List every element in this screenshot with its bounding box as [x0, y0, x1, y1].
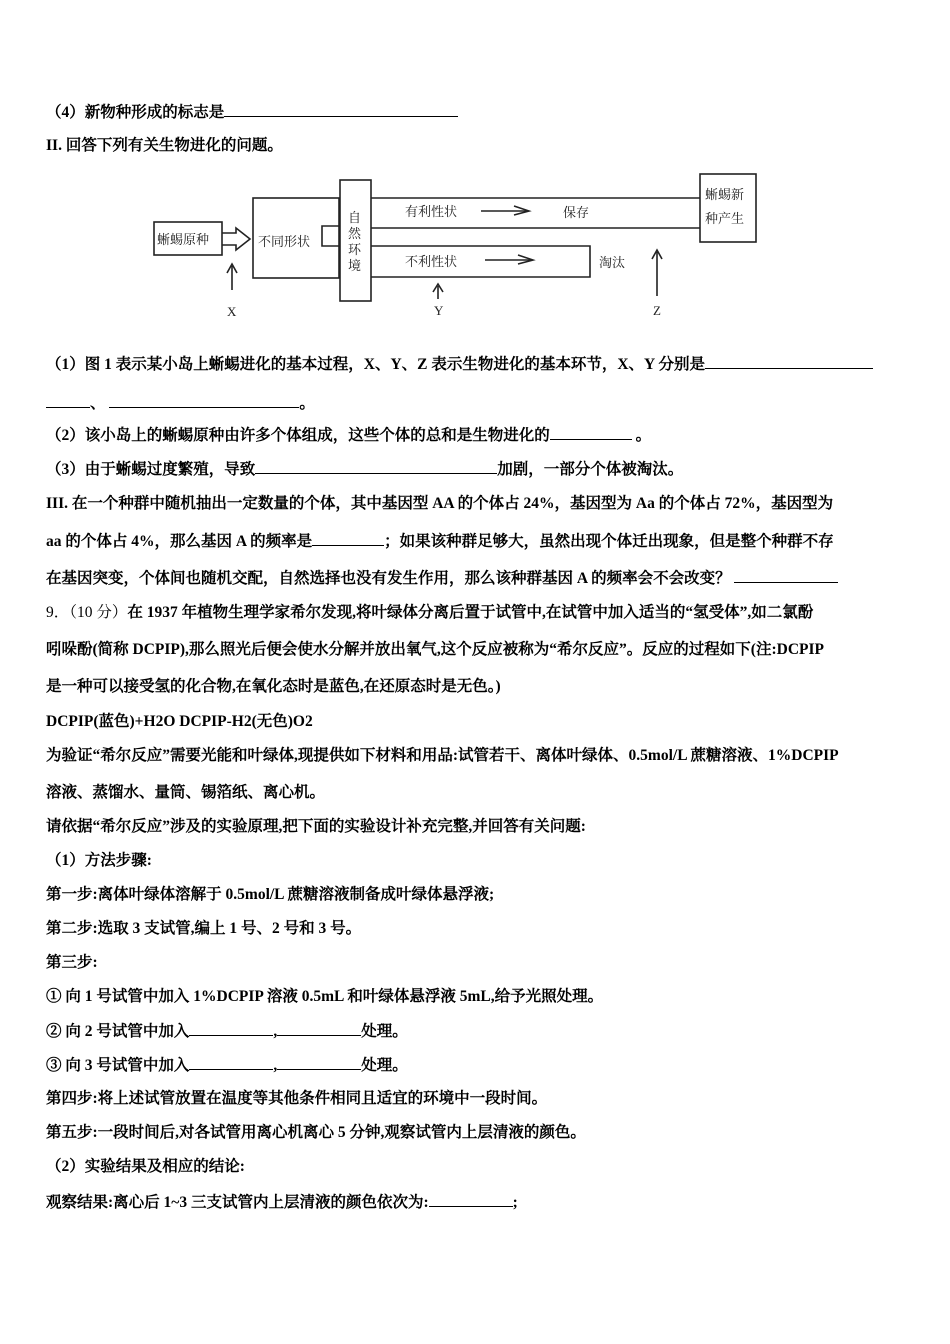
answer-blank[interactable]: [734, 568, 838, 583]
label-x: X: [227, 304, 237, 319]
step-1: 第一步:离体叶绿体溶解于 0.5mol/L 蔗糖溶液制备成叶绿体悬浮液;: [46, 886, 495, 903]
label-favorable: 有利性状: [405, 205, 458, 220]
step-2: 第二步:选取 3 支试管,编上 1 号、2 号和 3 号。: [46, 920, 362, 937]
section-3-line-2: aa 的个体占 4%，那么基因 A 的频率是 ；如果该种群足够大，虽然出现个体迁出现象，但是整个种群不存: [46, 533, 834, 550]
svg-text:蜥蜴新: 蜥蜴新: [705, 188, 745, 203]
answer-blank-x[interactable]: [46, 393, 90, 408]
step-5: 第五步:一段时间后,对各试管用离心机离心 5 分钟,观察试管内上层清液的颜色。: [46, 1124, 586, 1141]
question-number: 9．（10 分）: [46, 604, 128, 621]
label-variants: 不同形状: [258, 235, 311, 250]
question-9-line-2: 吲哚酚(简称 DCPIP),那么照光后便会使水分解并放出氧气,这个反应被称为“希尔反应”。反应的过程如下(注:DCPIP: [46, 641, 824, 658]
answer-blank[interactable]: [550, 425, 632, 440]
svg-text:环: 环: [348, 243, 362, 258]
answer-blank[interactable]: [255, 459, 497, 474]
answer-blank[interactable]: [312, 531, 384, 546]
answer-blank[interactable]: [705, 354, 873, 369]
part-1-title: （1）方法步骤:: [46, 852, 152, 869]
question-2-1-cont: 、 。: [46, 393, 315, 414]
label-z: Z: [653, 303, 661, 318]
part-2-title: （2）实验结果及相应的结论:: [46, 1158, 245, 1175]
label-eliminate: 淘汰: [599, 256, 626, 271]
step-3-item-3: ③ 向 3 号试管中加入 , 处理。: [46, 1057, 408, 1074]
label-origin: 蜥蜴原种: [157, 233, 210, 248]
label-y: Y: [434, 303, 444, 318]
section-2-heading: II. 回答下列有关生物进化的问题。: [46, 137, 283, 154]
question-2-2: （2）该小岛上的蜥蜴原种由许多个体组成，这些个体的总和是生物进化的 。: [46, 427, 652, 444]
section-3-line-1: III. 在一个种群中随机抽出一定数量的个体，其中基因型 AA 的个体占 24%，基因型为 Aa 的个体占 72%，基因型为: [46, 495, 834, 512]
step-3-item-1: ① 向 1 号试管中加入 1%DCPIP 溶液 0.5mL 和叶绿体悬浮液 5mL,给予光照处理。: [46, 988, 604, 1005]
svg-text:种产生: 种产生: [705, 212, 745, 227]
answer-blank[interactable]: [189, 1055, 273, 1070]
answer-blank[interactable]: [189, 1021, 273, 1036]
svg-text:然: 然: [348, 227, 362, 242]
materials-line-1: 为验证“希尔反应”需要光能和叶绿体,现提供如下材料和用品:试管若干、离体叶绿体、0.5mol/L 蔗糖溶液、1%DCPIP: [46, 747, 839, 764]
question-4-text: （4）新物种形成的标志是: [46, 104, 225, 121]
question-9-line-3: 是一种可以接受氢的化合物,在氧化态时是蓝色,在还原态时是无色。): [46, 678, 501, 695]
question-2-1: （1）图 1 表示某小岛上蜥蜴进化的基本过程，X、Y、Z 表示生物进化的基本环节，X、Y 分别是: [46, 354, 873, 375]
answer-blank[interactable]: [429, 1192, 513, 1207]
question-9-line-1: 9．（10 分）在 1937 年植物生理学家希尔发现,将叶绿体分离后置于试管中,在试管中加入适当的“氢受体”,如二氯酚: [46, 604, 814, 621]
step-3-item-2: ② 向 2 号试管中加入 , 处理。: [46, 1023, 408, 1040]
answer-blank[interactable]: [277, 1055, 361, 1070]
step-4: 第四步:将上述试管放置在温度等其他条件相同且适宜的环境中一段时间。: [46, 1090, 548, 1107]
answer-blank[interactable]: [277, 1021, 361, 1036]
svg-text:境: 境: [348, 259, 362, 274]
evolution-diagram: [0, 0, 950, 340]
instruction: 请依据“希尔反应”涉及的实验原理,把下面的实验设计补充完整,并回答有关问题:: [46, 818, 586, 835]
svg-text:自: 自: [348, 211, 362, 226]
label-unfavorable: 不利性状: [405, 255, 458, 270]
step-3: 第三步:: [46, 954, 98, 971]
materials-line-2: 溶液、蒸馏水、量筒、锡箔纸、离心机。: [46, 784, 326, 801]
answer-blank-y[interactable]: [109, 393, 299, 408]
reaction-equation: DCPIP(蓝色)+H2O DCPIP-H2(无色)O2: [46, 713, 313, 730]
observation: 观察结果:离心后 1~3 三支试管内上层清液的颜色依次为: ;: [46, 1194, 518, 1211]
question-2-3: （3）由于蜥蜴过度繁殖，导致 加剧，一部分个体被淘汰。: [46, 461, 684, 478]
section-3-line-3: 在基因突变，个体间也随机交配，自然选择也没有发生作用，那么该种群基因 A 的频率会不会改变？: [46, 568, 838, 589]
label-preserve: 保存: [563, 206, 590, 221]
